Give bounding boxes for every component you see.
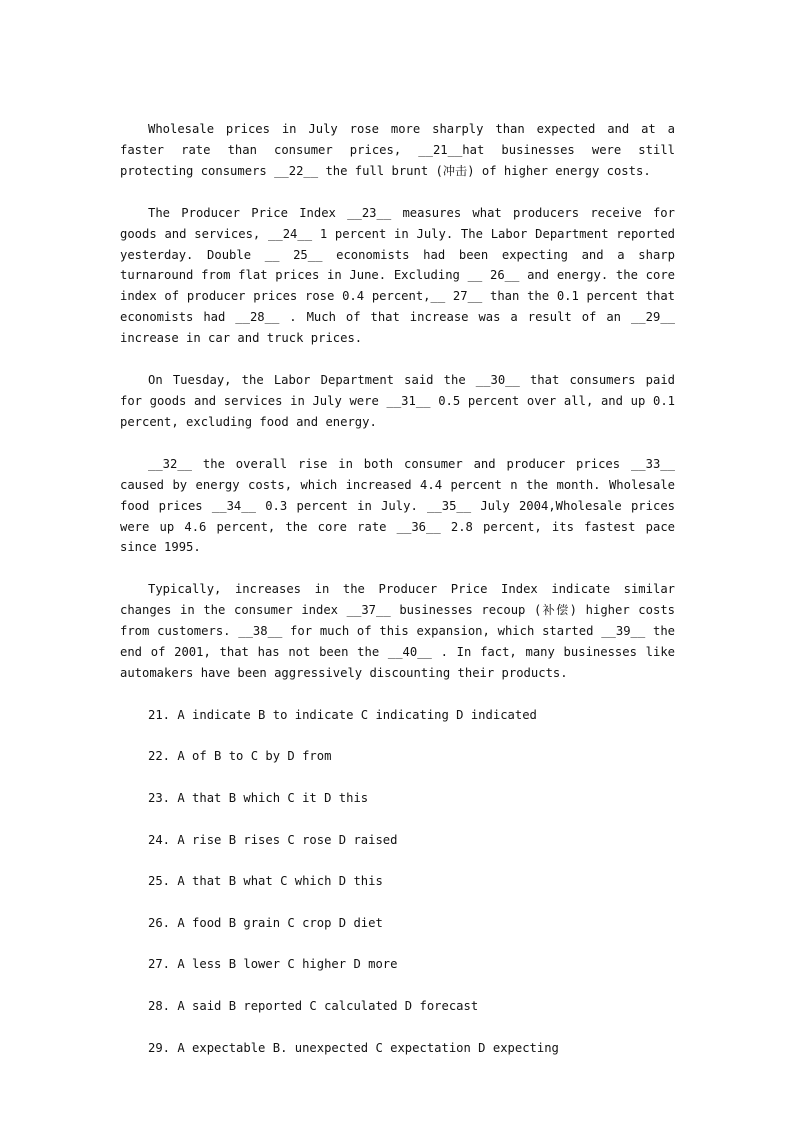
passage-paragraph-3: On Tuesday, the Labor Department said the __30__ that consumers paid for goods and services in July were __31__ 0.5 percent over all, and up 0.1 percent, excluding food and energy. bbox=[120, 373, 675, 429]
question-24-options: 24. A rise B rises C rose D raised bbox=[148, 832, 398, 847]
passage-paragraph-1: Wholesale prices in July rose more sharply than expected and at a faster rate than consumer prices, __21__hat businesses were still protecting consumers __22__ the full brunt (冲击) of higher energy costs. bbox=[120, 122, 675, 178]
question-22-options: 22. A of B to C by D from bbox=[148, 749, 332, 764]
question-25-options: 25. A that B what C which D this bbox=[148, 874, 383, 889]
passage-paragraph-2: The Producer Price Index __23__ measures what producers receive for goods and services, __24__ 1 percent in July. The Labor Department reported yesterday. Double __ 25__ economists had been expecting and a sharp turnaround from flat prices in June. Excluding __ 26__ and energy. the core index of producer prices rose 0.4 percent,__ 27__ than the 0.1 percent that economists had __28__ . Much of that increase was a result of an __29__ increase in car and truck prices. bbox=[120, 205, 675, 346]
question-options bbox=[120, 705, 675, 1059]
passage-paragraph-5: Typically, increases in the Producer Price Index indicate similar changes in the consumer index __37__ businesses recoup (补偿) higher costs from customers. __38__ for much of this expansion, which started __39__ the end of 2001, that has not been the __40__ . In fact, many businesses like automakers have been aggressively discounting their products. bbox=[120, 582, 675, 680]
passage bbox=[120, 119, 675, 684]
question-21-options: 21. A indicate B to indicate C indicating D indicated bbox=[148, 707, 537, 722]
question-28-options: 28. A said B reported C calculated D forecast bbox=[148, 999, 479, 1013]
passage-paragraph-4: __32__ the overall rise in both consumer and producer prices __33__ caused by energy costs, which increased 4.4 percent n the month. Wholesale food prices __34__ 0.3 percent in July. __35__ July 2004,Wholesale prices were up 4.6 percent, the core rate __36__ 2.8 percent, its fastest pace since 1995. bbox=[120, 456, 675, 555]
question-23-options: 23. A that B which C it D this bbox=[148, 791, 369, 806]
question-27-options: 27. A less B lower C higher D more bbox=[148, 957, 398, 972]
question-26-options: 26. A food B grain C crop D diet bbox=[148, 915, 383, 930]
question-29-options: 29. A expectable B. unexpected C expectation D expecting bbox=[148, 1040, 559, 1055]
document-page bbox=[120, 119, 675, 1079]
